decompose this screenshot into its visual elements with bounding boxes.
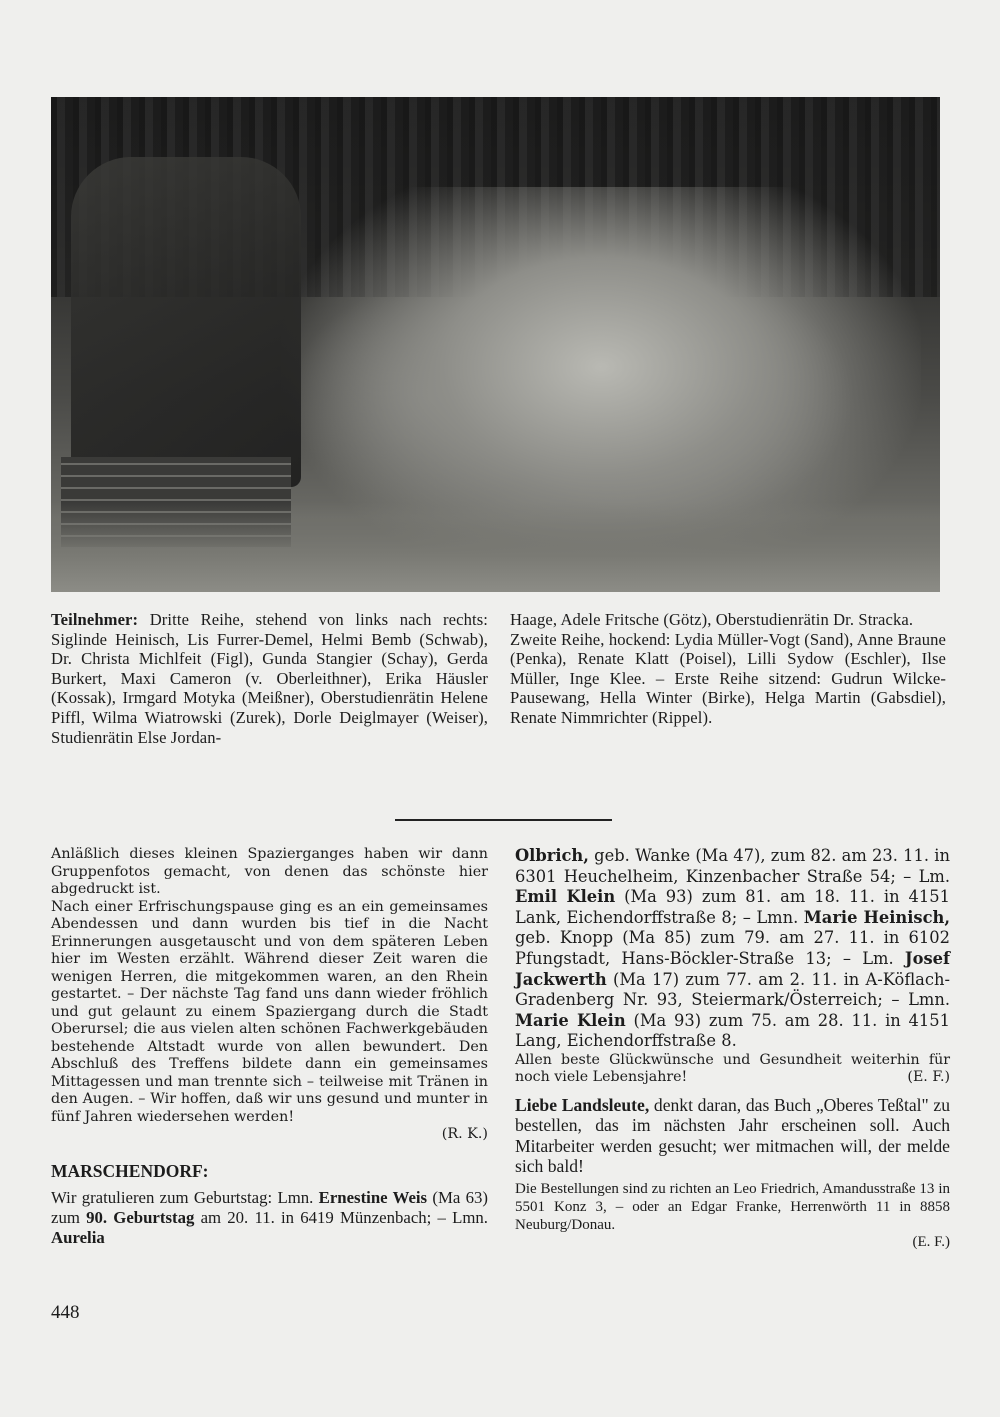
bold-text-run: Josef Jackwerth [515, 948, 950, 989]
report-signature-line [51, 1126, 488, 1144]
birthday-paragraph [51, 1188, 488, 1248]
wishes-paragraph [515, 1052, 950, 1087]
bold-text-run: Marie Heinisch, [803, 907, 950, 927]
order-signature: (E. F.) [912, 1234, 950, 1251]
bold-text-run: Liebe Landsleute, [515, 1094, 650, 1115]
wishes-signature: (E. F.) [907, 1069, 950, 1086]
left-column [51, 846, 488, 1248]
order-info: Die Bestellungen sind zu richten an Leo Friedrich, Amandusstraße 13 in 5501 Konz 3, – oder an Edgar Franke, Herrenwörth 11 in 8858 Neuburg/Donau. [515, 1180, 950, 1233]
bold-text-run: Ernestine Weis [318, 1188, 428, 1207]
text-run: (Ma 63) zum [51, 1188, 488, 1227]
photo-grass [51, 502, 940, 592]
text-run: (Ma 93) zum 81. am 18. 11. in 4151 Lank, Eichendorffstraße 8; – Lmn. [515, 887, 950, 927]
text-run: (Ma 17) zum 77. am 2. 11. in A-Köflach-Gradenberg Nr. 93, Steiermark/Österreich; – Lmn. [515, 969, 950, 1010]
text-run: denkt daran, das Buch „Oberes Teßtal" zu bestellen, das im nächsten Jahr erscheinen soll. Auch Mitarbeiter werden gesucht; wer mitmachen will, der melde sich bald! [515, 1094, 951, 1177]
paragraph [510, 610, 946, 630]
bold-text-run: Olbrich, [515, 846, 589, 865]
bold-text-run: Teilnehmer: [51, 610, 139, 629]
text-run: Nach einer Erfrischungspause ging es an ein gemeinsames Abendessen und dann wurden bis tief in die Nacht Erinnerungen ausgetauscht und von dem späteren Leben hier im Westen erzählt. Während dieser Zeit waren die wenigen Herren, die mitgekommen waren, an den Rhein gestartet. – Der nächste Tag fand uns dann wieder fröhlich und gut gelaunt zu einem Spaziergang durch die Stadt Oberursel; die aus vielen alten schönen Fachwerkgebäuden bestehende Altstadt wurde von allen bewundert. Den Abschluß des Treffens bildete dann ein gemeinsames Mittagessen und man trennte sich – teilweise mit Tränen in den Augen. – Wir hoffen, daß wir uns gesund und munter in fünf Jahren wiedersehen werden! [51, 898, 488, 1125]
divider-rule [395, 819, 612, 821]
book-notice [515, 1095, 950, 1177]
text-run: geb. Knopp (Ma 85) zum 79. am 27. 11. in 6102 Pfungstadt, Hans-Böckler-Straße 13; – Lm. [515, 928, 950, 968]
bold-text-run: Marie Klein [515, 1010, 626, 1030]
right-column [515, 846, 950, 1252]
report-paragraphs [51, 846, 488, 1126]
bold-text-run: Aurelia [51, 1228, 105, 1247]
paragraph [51, 610, 488, 747]
text-run: geb. Wanke (Ma 47), zum 82. am 23. 11. in 6301 Heuchelheim, Kinzenbacher Straße 54; – Lm. [515, 846, 950, 886]
paragraph [51, 846, 488, 899]
bold-text-run: Emil Klein [515, 887, 616, 907]
text-run: Anläßlich dieses kleinen Spazierganges haben wir dann Gruppenfotos gemacht, von denen das schönste hier abgedruckt ist. [51, 846, 488, 897]
bold-text-run: 90. Geburtstag [86, 1208, 195, 1227]
text-run: Dritte Reihe, stehend von links nach rechts: Siglinde Heinisch, Lis Furrer-Demel, Helmi Bemb (Schwab), Dr. Christa Michlfeit (Figl), Gunda Stangier (Schay), Gerda Burkert, Maxi Cameron (v. Oberleithner), Erika Häusler (Kossak), Irmgard Motyka (Meißner), Oberstudienrätin Helene Piffl, Wilma Wiatrowski (Zurek), Dorle Deiglmayer (Weiser), Studienrätin Else Jordan- [51, 610, 488, 747]
text-run: (Ma 93) zum 75. am 28. 11. in 4151 Lang, Eichendorffstraße 8. [515, 1010, 950, 1051]
text-run: Zweite Reihe, hockend: Lydia Müller-Vogt (Sand), Anne Braune (Penka), Renate Klatt (Poisel), Lilli Sydow (Eschler), Ilse Müller, Inge Klee. – Erste Reihe sitzend: Gudrun Wilcke-Pausewang, Hella Winter (Birke), Helga Martin (Gabsdiel), Renate Nimmrichter (Rippel). [510, 629, 946, 727]
birthday-list [515, 846, 950, 1052]
paragraph [51, 899, 488, 1127]
wishes-text: Allen beste Glückwünsche und Gesundheit weiterhin für noch viele Lebensjahre! [515, 1051, 950, 1086]
text-run: am 20. 11. in 6419 Münzenbach; – Lmn. [194, 1208, 488, 1227]
report-signature: (R. K.) [441, 1126, 488, 1142]
photo-caption-left [51, 610, 488, 747]
photo-caption-right [510, 610, 946, 728]
page-number: 448 [51, 1302, 80, 1323]
text-run: Haage, Adele Fritsche (Götz), Oberstudienrätin Dr. Stracka. [510, 610, 914, 629]
text-run: Wir gratulieren zum Geburtstag: Lmn. [51, 1188, 319, 1207]
paragraph [510, 630, 946, 728]
section-heading-marschendorf: MARSCHENDORF: [51, 1160, 209, 1181]
photo-statue [71, 157, 301, 487]
group-photo [51, 97, 940, 592]
